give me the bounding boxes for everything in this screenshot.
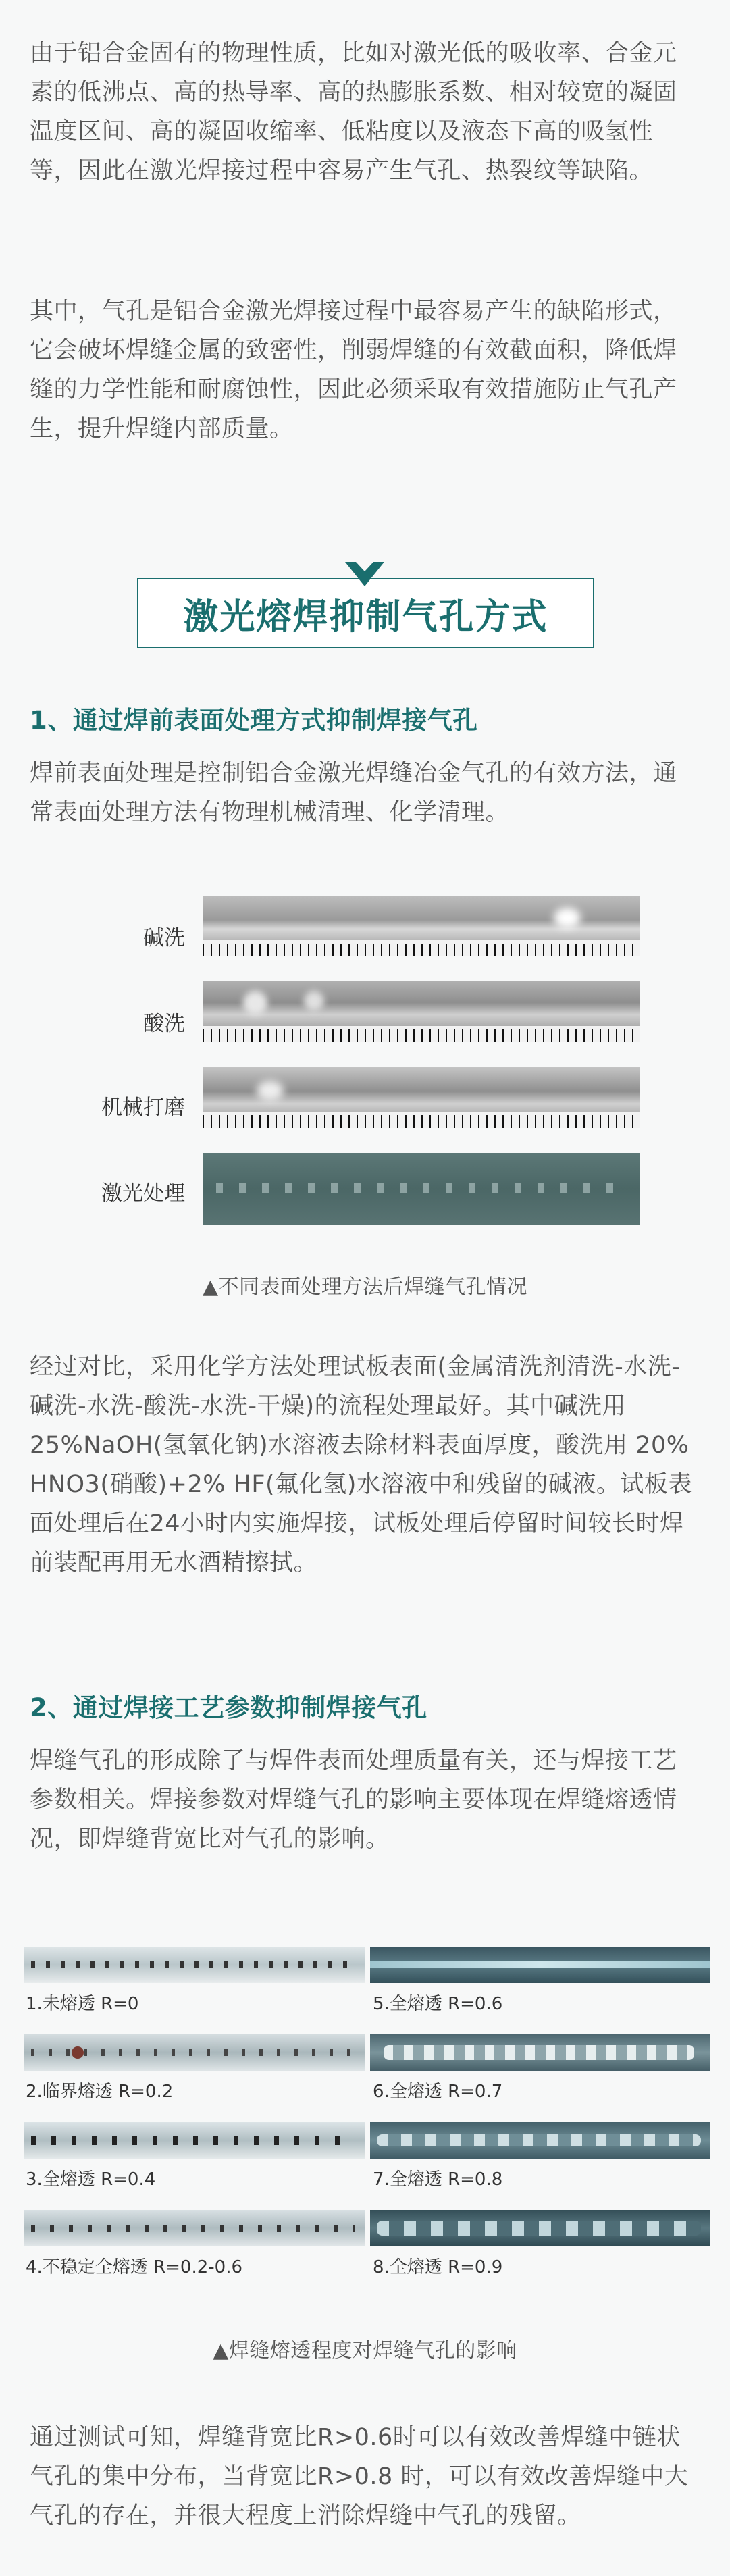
intro-paragraph-2: 其中，气孔是铝合金激光焊接过程中最容易产生的缺陷形式，它会破坏焊缝金属的致密性，削弱焊缝的有效截面积，降低焊缝的力学性能和耐腐蚀性，因此必须采取有效措施防止气孔产生，提升焊缝内部质量。 bbox=[30, 298, 677, 442]
weld-photo-alkali bbox=[203, 896, 640, 956]
chevron-down-icon bbox=[345, 562, 384, 589]
strip-label-mechanical: 机械打磨 bbox=[101, 1096, 185, 1120]
penetration-label-3: 3.全熔透 R=0.4 bbox=[26, 2169, 156, 2190]
section-title: 激光熔焊抑制气孔方式 bbox=[183, 596, 548, 638]
penetration-label-2: 2.临界熔透 R=0.2 bbox=[26, 2082, 174, 2102]
strip-label-acid: 酸洗 bbox=[143, 1012, 185, 1036]
section1-paragraph-2: 经过对比，采用化学方法处理试板表面(金属清洗剂清洗-水洗-碱洗-水洗-酸洗-水洗-干燥)的流程处理最好。其中碱洗用25%NaOH(氢氧化钠)水溶液去除材料表面厚度，酸洗用 20% HNO3(硝酸)+2% HF(氟化氢)水溶液中和残留的碱液。试板表面处理后在24小时内实施焊接，试板处理后停留时间较长时焊前装配再用无水酒精擦拭。 bbox=[30, 1354, 692, 1576]
intro-paragraph-1: 由于铝合金固有的物理性质，比如对激光低的吸收率、合金元素的低沸点、高的热导率、高的热膨胀系数、相对较宽的凝固温度区间、高的凝固收缩率、低粘度以及液态下高的吸氢性等，因此在激光焊接过程中容易产生气孔、热裂纹等缺陷。 bbox=[30, 40, 677, 184]
section1-heading: 1、通过焊前表面处理方式抑制焊接气孔 bbox=[30, 706, 478, 735]
weld-photo-acid bbox=[203, 981, 640, 1042]
section2-paragraph-1: 焊缝气孔的形成除了与焊件表面处理质量有关，还与焊接工艺参数相关。焊接参数对焊缝气孔的影响主要体现在焊缝熔透情况，即焊缝背宽比对气孔的影响。 bbox=[30, 1747, 677, 1853]
penetration-label-5: 5.全熔透 R=0.6 bbox=[373, 1994, 503, 2014]
penetration-photo-1 bbox=[24, 1947, 365, 1983]
penetration-photo-3 bbox=[24, 2122, 365, 2159]
penetration-label-1: 1.未熔透 R=0 bbox=[26, 1994, 139, 2014]
penetration-label-7: 7.全熔透 R=0.8 bbox=[373, 2169, 503, 2190]
penetration-photo-5 bbox=[370, 1947, 710, 1983]
penetration-label-6: 6.全熔透 R=0.7 bbox=[373, 2082, 503, 2102]
penetration-label-4: 4.不稳定全熔透 R=0.2-0.6 bbox=[26, 2257, 243, 2277]
penetration-photo-2 bbox=[24, 2034, 365, 2071]
penetration-label-8: 8.全熔透 R=0.9 bbox=[373, 2257, 503, 2277]
strip-label-alkali: 碱洗 bbox=[143, 926, 185, 950]
penetration-photo-6 bbox=[370, 2034, 710, 2071]
penetration-photo-8 bbox=[370, 2210, 710, 2246]
section1-paragraph-1: 焊前表面处理是控制铝合金激光焊缝冶金气孔的有效方法，通常表面处理方法有物理机械清理、化学清理。 bbox=[30, 760, 677, 826]
figure1-caption: ▲不同表面处理方法后焊缝气孔情况 bbox=[202, 1275, 528, 1299]
penetration-photo-7 bbox=[370, 2122, 710, 2159]
section2-heading: 2、通过焊接工艺参数抑制焊接气孔 bbox=[30, 1693, 427, 1722]
weld-photo-mechanical bbox=[203, 1067, 640, 1128]
figure2-caption: ▲焊缝熔透程度对焊缝气孔的影响 bbox=[213, 2339, 517, 2363]
strip-label-laser: 激光处理 bbox=[101, 1181, 185, 1206]
penetration-photo-4 bbox=[24, 2210, 365, 2246]
section2-paragraph-2: 通过测试可知，焊缝背宽比R>0.6时可以有效改善焊缝中链状气孔的集中分布，当背宽比R>0.8 时，可以有效改善焊缝中大气孔的存在，并很大程度上消除焊缝中气孔的残留。 bbox=[30, 2424, 689, 2529]
weld-photo-laser bbox=[203, 1153, 640, 1225]
